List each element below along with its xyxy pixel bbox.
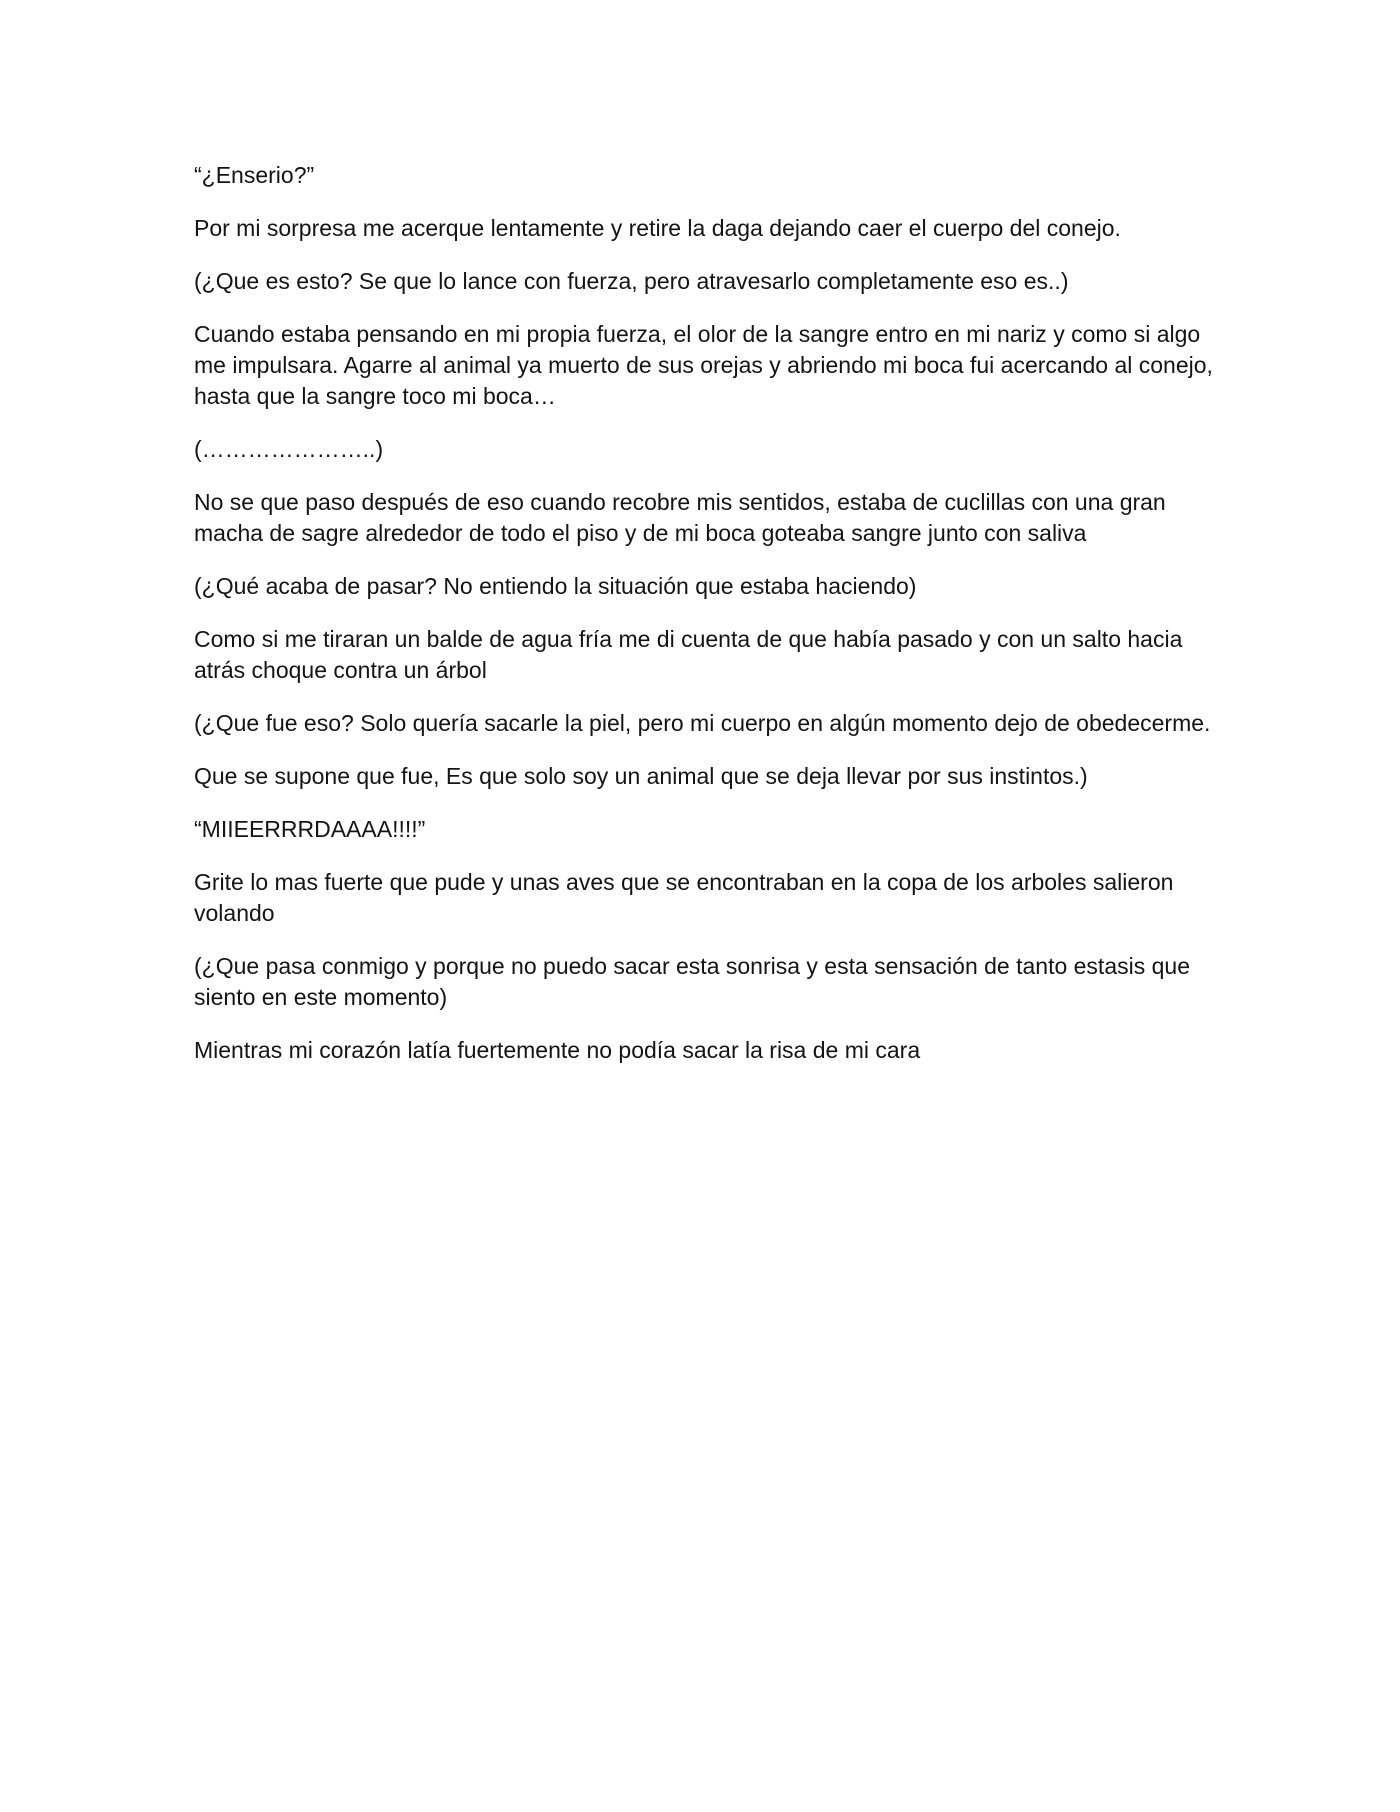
paragraph-4: Cuando estaba pensando en mi propia fuerza, el olor de la sangre entro en mi nariz y como si algo me impulsara. Agarre al animal ya muerto de sus orejas y abriendo mi boca fui acercando al conejo, hasta que la sangre toco mi boca… bbox=[194, 321, 1213, 409]
paragraph-10: Que se supone que fue, Es que solo soy un animal que se deja llevar por sus instintos.) bbox=[194, 763, 1088, 789]
paragraph-11: “MIIEERRRDAAAA!!!!” bbox=[194, 816, 426, 842]
paragraph-2: Por mi sorpresa me acerque lentamente y retire la daga dejando caer el cuerpo del conejo. bbox=[194, 215, 1121, 241]
paragraph-6: No se que paso después de eso cuando recobre mis sentidos, estaba de cuclillas con una gran macha de sagre alrededor de todo el piso y de mi boca goteaba sangre junto con saliva bbox=[194, 489, 1166, 546]
paragraph-1: “¿Enserio?” bbox=[194, 162, 315, 188]
paragraph-7: (¿Qué acaba de pasar? No entiendo la situación que estaba haciendo) bbox=[194, 573, 917, 599]
paragraph-5: (…………………..) bbox=[194, 436, 384, 462]
paragraph-12: Grite lo mas fuerte que pude y unas aves que se encontraban en la copa de los arboles salieron volando bbox=[194, 869, 1174, 926]
document-body bbox=[194, 160, 1234, 1088]
paragraph-9: (¿Que fue eso? Solo quería sacarle la piel, pero mi cuerpo en algún momento dejo de obedecerme. bbox=[194, 710, 1211, 736]
paragraph-14: Mientras mi corazón latía fuertemente no podía sacar la risa de mi cara bbox=[194, 1037, 921, 1063]
paragraph-8: Como si me tiraran un balde de agua fría me di cuenta de que había pasado y con un salto hacia atrás choque contra un árbol bbox=[194, 626, 1183, 683]
paragraph-13: (¿Que pasa conmigo y porque no puedo sacar esta sonrisa y esta sensación de tanto estasis que siento en este momento) bbox=[194, 953, 1190, 1010]
paragraph-3: (¿Que es esto? Se que lo lance con fuerza, pero atravesarlo completamente eso es..) bbox=[194, 268, 1069, 294]
